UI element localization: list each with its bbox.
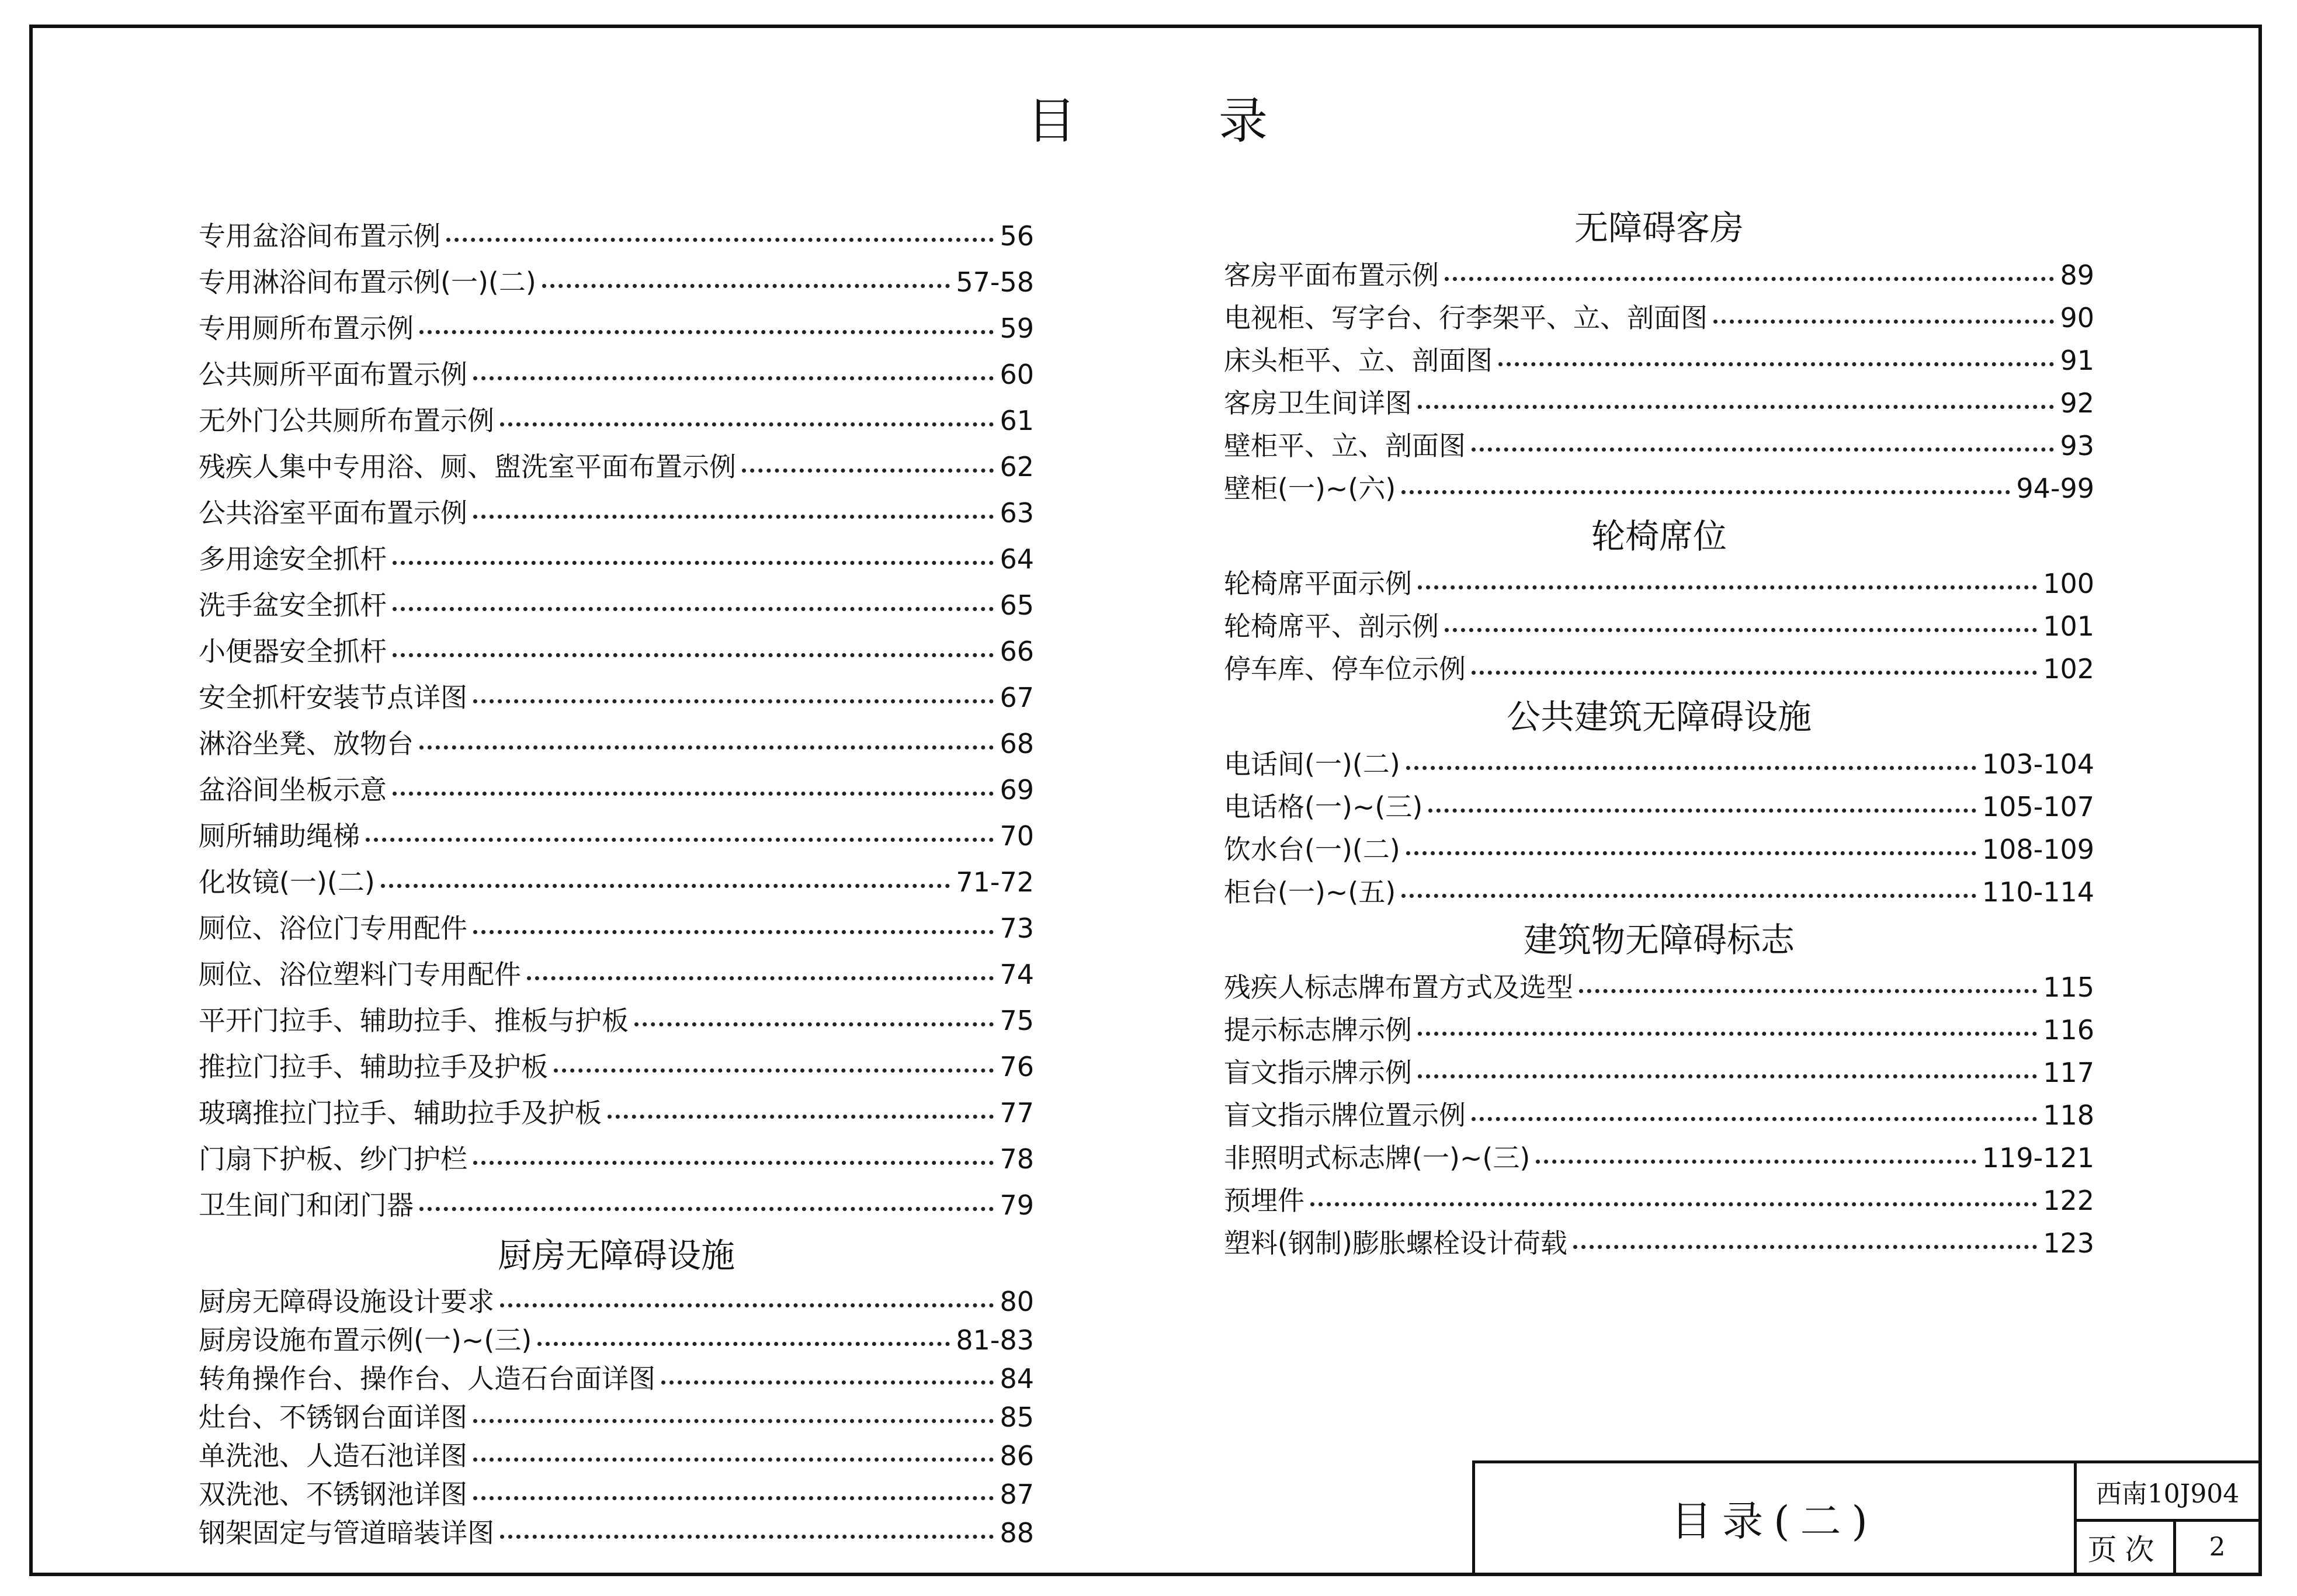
dot-leader [1472,671,2037,675]
toc-entry-page: 123 [2043,1227,2094,1259]
toc-entry [199,582,1034,629]
toc-entry-title: 壁柜(一)~(六) [1224,473,1396,504]
title-block-page-label: 页次 [2077,1522,2176,1573]
title-block-code: 西南10J904 [2077,1463,2258,1522]
toc-entry [199,1359,1034,1398]
toc-entry [199,721,1034,767]
toc-entry-title: 预埋件 [1224,1185,1304,1216]
toc-entry-title: 卫生间门和闭门器 [199,1189,414,1221]
dot-leader [1573,1245,2037,1249]
toc-entry-title: 双洗池、不锈钢池详图 [199,1479,467,1510]
dot-leader [393,653,994,657]
toc-left-column [199,213,1034,1552]
dot-leader [393,792,994,796]
section-heading: 厨房无障碍设施 [497,1236,735,1275]
toc-entry-title: 电话间(一)(二) [1224,748,1400,780]
dot-leader [1401,894,1976,898]
toc-entry-page: 90 [2060,302,2094,334]
toc-entry-page: 70 [1000,820,1034,852]
dot-leader [1445,628,2037,632]
toc-entry-page: 73 [1000,913,1034,944]
toc-entry-title: 塑料(钢制)膨胀螺栓设计荷载 [1224,1227,1567,1259]
dot-leader [1418,1032,2037,1036]
section-heading: 建筑物无障碍标志 [1523,920,1795,960]
toc-entry [1224,1222,2094,1265]
toc-entry-page: 75 [1000,1005,1034,1036]
toc-entry-page: 60 [1000,359,1034,390]
dot-leader [473,930,994,934]
toc-entry-title: 轮椅席平、剖示例 [1224,610,1439,642]
toc-entry-page: 116 [2043,1014,2094,1046]
toc-entry-page: 122 [2043,1185,2094,1216]
title-block-page-number: 2 [2209,1532,2226,1562]
dot-leader [1445,277,2054,281]
toc-entry-page: 94-99 [2016,473,2094,504]
toc-entry [1224,871,2094,914]
toc-entry-page: 89 [2060,259,2094,291]
toc-entry-title: 盆浴间坐板示意 [199,774,387,806]
dot-leader [473,1458,994,1462]
dot-leader [473,1496,994,1500]
dot-leader [381,884,950,888]
toc-entry [199,1398,1034,1437]
toc-entry [1224,828,2094,871]
toc-entry-title: 轮椅席平面示例 [1224,568,1412,599]
toc-entry-title: 残疾人标志牌布置方式及选型 [1224,972,1573,1003]
toc-entry [1224,254,2094,297]
toc-entry-title: 残疾人集中专用浴、厕、盥洗室平面布置示例 [199,451,736,483]
dot-leader [366,838,994,842]
toc-entry [199,352,1034,398]
toc-entry [199,905,1034,952]
toc-entry [199,813,1034,859]
toc-entry-page: 91 [2060,345,2094,376]
dot-leader [1428,809,1976,813]
toc-entry [1224,382,2094,425]
toc-entry [199,1282,1034,1321]
toc-entry-title: 灶台、不锈钢台面详图 [199,1401,467,1433]
toc-entry-page: 74 [1000,959,1034,990]
toc-entry-page: 57-58 [956,266,1034,298]
toc-entry-page: 103-104 [1982,748,2094,780]
toc-entry [199,536,1034,582]
toc-entry-title: 床头柜平、立、剖面图 [1224,345,1493,376]
toc-entry-page: 100 [2043,568,2094,599]
toc-entry [1224,425,2094,467]
toc-entry-page: 92 [2060,387,2094,419]
toc-entry-title: 专用厕所布置示例 [199,313,414,344]
toc-entry-page: 59 [1000,313,1034,344]
dot-leader [500,1535,994,1539]
toc-entry [199,1321,1034,1359]
toc-entry-title: 公共厕所平面布置示例 [199,359,467,390]
dot-leader [1418,405,2054,409]
toc-entry [1224,648,2094,691]
toc-entry-page: 84 [1000,1363,1034,1394]
toc-entry [199,1136,1034,1182]
toc-entry [199,259,1034,306]
toc-entry [199,1044,1034,1090]
toc-entry-page: 65 [1000,589,1034,621]
toc-entry-page: 71-72 [956,866,1034,898]
toc-entry-title: 电话格(一)~(三) [1224,791,1423,823]
toc-entry [199,1475,1034,1514]
toc-entry [199,444,1034,490]
dot-leader [608,1115,994,1119]
toc-entry-title: 厕位、浴位塑料门专用配件 [199,959,521,990]
toc-entry [199,1437,1034,1475]
dot-leader [473,1419,994,1423]
toc-entry-page: 56 [1000,220,1034,252]
toc-entry-page: 64 [1000,543,1034,575]
toc-entry-page: 117 [2043,1057,2094,1088]
toc-entry-title: 客房卫生间详图 [1224,387,1412,419]
toc-entry-title: 专用淋浴间布置示例(一)(二) [199,266,536,298]
toc-entry-page: 119-121 [1982,1142,2094,1174]
section-heading: 轮椅席位 [1591,516,1727,556]
toc-entry [1224,966,2094,1009]
toc-entry-title: 饮水台(一)(二) [1224,834,1400,865]
toc-entry-page: 66 [1000,636,1034,667]
toc-entry-page: 86 [1000,1440,1034,1472]
toc-entry [199,490,1034,536]
toc-entry-page: 110-114 [1982,876,2094,908]
dot-leader [1310,1202,2037,1206]
toc-entry-title: 壁柜平、立、剖面图 [1224,430,1466,462]
toc-entry-title: 推拉门拉手、辅助拉手及护板 [199,1051,548,1082]
dot-leader [500,422,994,426]
toc-entry-title: 电视柜、写字台、行李架平、立、剖面图 [1224,302,1708,334]
dot-leader [742,469,994,473]
toc-entry [1224,1137,2094,1179]
dot-leader [446,238,994,242]
toc-entry [1224,563,2094,605]
dot-leader [1418,585,2037,589]
toc-entry-title: 多用途安全抓杆 [199,543,387,575]
toc-entry-page: 101 [2043,610,2094,642]
dot-leader [1536,1160,1976,1164]
toc-entry-title: 转角操作台、操作台、人造石台面详图 [199,1363,655,1394]
toc-entry-title: 柜台(一)~(五) [1224,876,1396,908]
dot-leader [393,561,994,565]
dot-leader [1498,362,2054,366]
title-block [1472,1460,2258,1573]
toc-entry [1224,1009,2094,1052]
dot-leader [527,976,994,980]
toc-entry-title: 停车库、停车位示例 [1224,653,1466,685]
toc-entry [1224,1094,2094,1137]
toc-entry-title: 厨房无障碍设施设计要求 [199,1286,494,1317]
toc-entry-page: 79 [1000,1189,1034,1221]
toc-entry-title: 单洗池、人造石池详图 [199,1440,467,1472]
dot-leader [393,607,994,611]
section-heading: 无障碍客房 [1574,208,1744,248]
dot-leader [500,1303,994,1307]
toc-entry-page: 77 [1000,1097,1034,1129]
dot-leader [473,1161,994,1165]
toc-entry-title: 厕位、浴位门专用配件 [199,913,467,944]
toc-entry-page: 105-107 [1982,791,2094,823]
dot-leader [542,284,950,288]
toc-entry-title: 客房平面布置示例 [1224,259,1439,291]
dot-leader [1713,320,2054,324]
section-heading: 公共建筑无障碍设施 [1506,697,1812,737]
toc-entry-title: 淋浴坐凳、放物台 [199,728,414,759]
toc-entry-title: 非照明式标志牌(一)~(三) [1224,1142,1531,1174]
dot-leader [634,1022,994,1026]
toc-entry [1224,339,2094,382]
toc-entry-title: 无外门公共厕所布置示例 [199,405,494,436]
toc-entry-page: 78 [1000,1143,1034,1175]
toc-entry-title: 门扇下护板、纱门护栏 [199,1143,467,1175]
toc-entry-page: 118 [2043,1099,2094,1131]
dot-leader [661,1380,994,1385]
toc-entry-page: 76 [1000,1051,1034,1082]
dot-leader [1406,851,1976,855]
dot-leader [473,376,994,380]
toc-entry-page: 62 [1000,451,1034,483]
dot-leader [1406,766,1976,770]
toc-entry-title: 安全抓杆安装节点详图 [199,682,467,713]
toc-entry-title: 厨房设施布置示例(一)~(三) [199,1324,532,1356]
toc-entry-page: 67 [1000,682,1034,713]
dot-leader [419,745,994,750]
toc-entry [199,1182,1034,1229]
toc-entry-title: 钢架固定与管道暗装详图 [199,1517,494,1549]
page-title-right: 录 [1219,92,1271,150]
dot-leader [1579,989,2037,993]
page-title [0,82,2297,152]
toc-entry-page: 87 [1000,1479,1034,1510]
title-block-name: 目录(二) [1475,1463,2077,1573]
toc-entry [1224,786,2094,828]
toc-entry [199,213,1034,259]
dot-leader [554,1068,994,1073]
dot-leader [1472,447,2054,452]
toc-entry-title: 平开门拉手、辅助拉手、推板与护板 [199,1005,629,1036]
toc-entry [199,1090,1034,1136]
dot-leader [419,330,994,334]
toc-entry-title: 盲文指示牌示例 [1224,1057,1412,1088]
toc-entry-page: 115 [2043,972,2094,1003]
toc-entry [199,767,1034,813]
toc-entry-title: 盲文指示牌位置示例 [1224,1099,1466,1131]
dot-leader [473,699,994,703]
toc-entry-page: 69 [1000,774,1034,806]
toc-entry-title: 洗手盆安全抓杆 [199,589,387,621]
toc-entry-page: 88 [1000,1517,1034,1549]
toc-entry [1224,605,2094,648]
dot-leader [473,515,994,519]
toc-entry-title: 厕所辅助绳梯 [199,820,360,852]
toc-entry-page: 81-83 [956,1324,1034,1356]
toc-entry-page: 61 [1000,405,1034,436]
toc-entry-page: 85 [1000,1401,1034,1433]
toc-entry-title: 提示标志牌示例 [1224,1014,1412,1046]
toc-entry-title: 小便器安全抓杆 [199,636,387,667]
toc-entry [199,398,1034,444]
toc-entry [1224,467,2094,510]
toc-entry [1224,1052,2094,1094]
toc-entry-page: 108-109 [1982,834,2094,865]
toc-entry [1224,297,2094,339]
toc-entry-page: 68 [1000,728,1034,759]
toc-entry [199,998,1034,1044]
toc-entry [1224,743,2094,786]
toc-entry [1224,1179,2094,1222]
toc-entry-page: 80 [1000,1286,1034,1317]
toc-entry-title: 玻璃推拉门拉手、辅助拉手及护板 [199,1097,602,1129]
dot-leader [1401,490,2010,494]
toc-entry [199,1514,1034,1552]
toc-entry [199,952,1034,998]
toc-entry-title: 专用盆浴间布置示例 [199,220,440,252]
toc-entry-page: 102 [2043,653,2094,685]
dot-leader [419,1207,994,1211]
toc-entry [199,629,1034,675]
toc-entry [199,306,1034,352]
toc-entry-page: 63 [1000,497,1034,529]
toc-right-column [1224,202,2094,1265]
dot-leader [1418,1074,2037,1078]
toc-entry [199,859,1034,905]
page-title-left: 目 [1026,92,1078,150]
toc-entry-title: 公共浴室平面布置示例 [199,497,467,529]
dot-leader [537,1342,950,1346]
toc-entry-title: 化妆镜(一)(二) [199,866,375,898]
toc-entry [199,675,1034,721]
toc-entry-page: 93 [2060,430,2094,462]
dot-leader [1472,1117,2037,1121]
